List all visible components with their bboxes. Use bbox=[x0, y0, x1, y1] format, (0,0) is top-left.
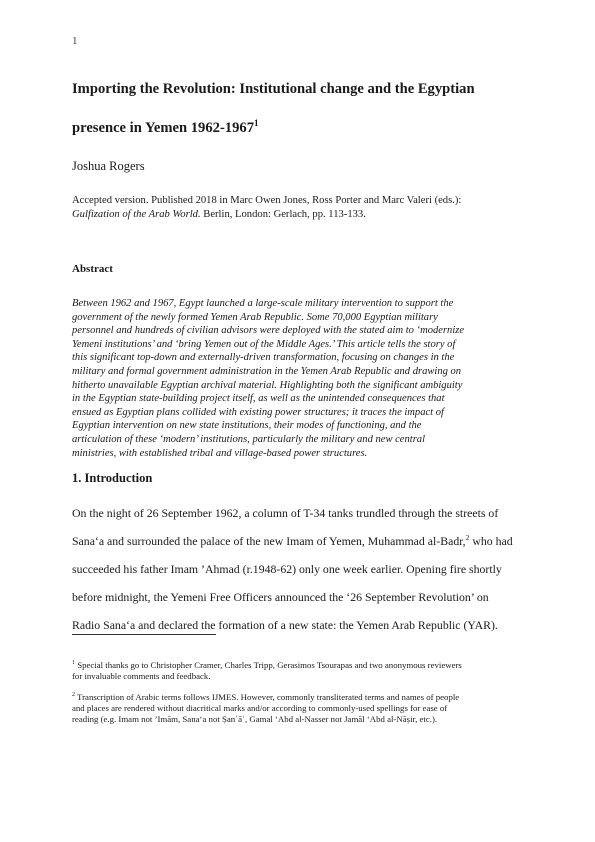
abstract-line: Between 1962 and 1967, Egypt launched a large-scale military intervention to support the bbox=[72, 298, 454, 309]
abstract-line: articulation of these ‘modern’ institutions, particularly the military and new central bbox=[72, 433, 425, 445]
author-name: Joshua Rogers bbox=[72, 159, 145, 173]
body-line-text: who had bbox=[469, 534, 513, 548]
section-heading-introduction: 1. Introduction bbox=[72, 471, 153, 485]
body-line: succeeded his father Imam ’Ahmad (r.1948-62) only one week earlier. Opening fire shortly bbox=[72, 562, 502, 576]
abstract-line: hitherto unavailable Egyptian archival material. Highlighting both the significant ambiguity bbox=[72, 379, 463, 391]
footnote-line bbox=[72, 660, 534, 671]
citation-tail: Berlin, London: Gerlach, pp. 113-133. bbox=[200, 209, 366, 220]
footnote-marker: 1 bbox=[72, 660, 75, 666]
footnote-line: and places are rendered without diacritical marks and/or according to commonly-used spellings for ease of bbox=[72, 702, 448, 713]
abstract-line: ensued as Egyptian plans collided with existing power structures; it traces the impact of bbox=[72, 406, 444, 418]
footnote-line: for invaluable comments and feedback. bbox=[72, 671, 211, 682]
footnote-line bbox=[72, 692, 534, 703]
abstract-line: in the Egyptian state-building project itself, as well as the unintended consequences that bbox=[72, 393, 445, 405]
body-line: Radio Sana‘a and declared the formation of a new state: the Yemen Arab Republic (YAR). bbox=[72, 618, 498, 632]
footnote-reference-2[interactable]: 2 bbox=[465, 533, 470, 542]
citation-book-title: Gulfization of the Arab World. bbox=[72, 209, 201, 220]
abstract-line: personnel and hundreds of civilian advisors were deployed with the stated aim to ‘modernize bbox=[72, 325, 465, 337]
page-number: 1 bbox=[72, 35, 78, 47]
abstract-line: government of the newly formed Yemen Arab Republic. Some 70,000 Egyptian military bbox=[72, 311, 438, 323]
footnote-2 bbox=[72, 692, 534, 726]
paper-title-line-1: Importing the Revolution: Institutional change and the Egyptian bbox=[72, 81, 475, 97]
paper-title-line-2 bbox=[72, 119, 532, 137]
citation-lead: Accepted version. Published 2018 in Marc Owen Jones, Ross Porter and Marc Valeri (eds.): bbox=[72, 195, 462, 206]
abstract-line: ministries, with established tribal and village-based power structures. bbox=[72, 447, 368, 459]
footnote-marker: 2 bbox=[72, 691, 75, 698]
citation-source bbox=[72, 208, 532, 222]
abstract-line: this significant top-down and externally-driven transformation, focusing on changes in the bbox=[72, 352, 455, 364]
footnote-1 bbox=[72, 660, 534, 683]
body-line-text: Sana‘a and surrounded the palace of the new Imam of Yemen, Muhammad al-Badr, bbox=[72, 534, 466, 548]
abstract-line: military and formal government administration in the Yemen Arab Republic and drawing on bbox=[72, 365, 462, 377]
footnote-text: Special thanks go to Christopher Cramer, Charles Tripp, Gerasimos Tsourapas and two anonymous reviewers bbox=[75, 660, 462, 670]
footnotes bbox=[72, 660, 534, 734]
abstract-heading: Abstract bbox=[72, 263, 113, 275]
body-line: On the night of 26 September 1962, a column of T-34 tanks trundled through the streets of bbox=[72, 506, 499, 520]
introduction-paragraph bbox=[72, 499, 534, 639]
body-line: before midnight, the Yemeni Free Officers announced the ‘26 September Revolution’ on bbox=[72, 590, 489, 604]
body-line bbox=[72, 527, 534, 555]
abstract-line: Egyptian intervention on new state institutions, their modes of functioning, and the bbox=[72, 420, 422, 432]
footnote-reference-1[interactable]: 1 bbox=[254, 118, 259, 128]
abstract-line: Yemeni institutions’ and ‘bring Yemen out of the Middle Ages.’ This article tells the story of bbox=[72, 338, 456, 350]
footnote-separator bbox=[72, 634, 216, 635]
footnote-line: reading (e.g. Imam not ’Imām, Sana‘a not Ṣanʿāʾ, Gamal ‘Abd al-Nasser not Jamāl ‘Abd al-Nāṣir, etc.). bbox=[72, 714, 438, 725]
citation-note bbox=[72, 194, 532, 222]
abstract-body bbox=[72, 297, 534, 460]
paper-title-line-2-text: presence in Yemen 1962-1967 bbox=[72, 120, 254, 136]
footnote-text: Transcription of Arabic terms follows IJMES. However, commonly transliterated terms and names of people bbox=[75, 691, 460, 702]
